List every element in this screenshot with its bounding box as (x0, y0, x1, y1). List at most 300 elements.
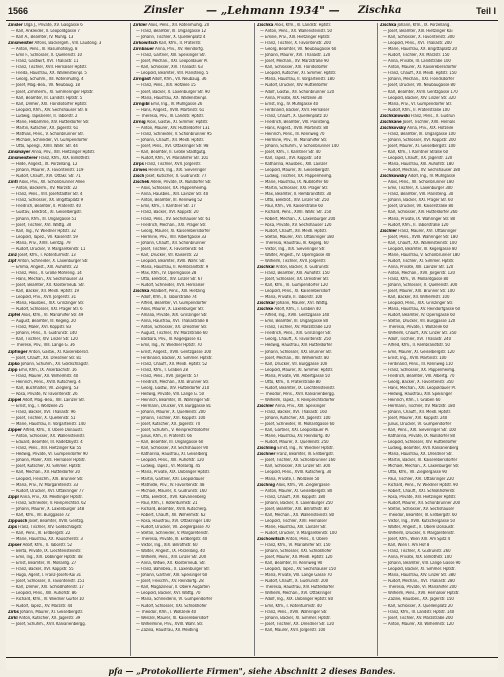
entry-details: — Maria, Private, VIII. Lange Gasse 70 (260, 573, 332, 579)
entry-details: — Katharina, Hausfrau, XI. Geiselberg (136, 452, 208, 458)
entry-details: Emil, Kfm., IX. Alserbachstr. 16 (17, 367, 77, 373)
entry-details: — Josef, Tischler, XX. Dresdner Str. 120 (260, 621, 334, 627)
entry-details: — Martin, Schlosser, XXI. Prager Str. (260, 186, 329, 192)
entry-details: — Ferdinand, Bäcker, XI. Simmer. Hptstr. (136, 355, 213, 361)
entry-details: — Karl, Mechan., XX. Wallensteinstr. 80 (260, 512, 335, 518)
entry-surname: Zischka (380, 23, 397, 28)
entry-details: — Wilhelm, Pens., XVII. Hernalser Hptstr. (383, 591, 460, 597)
entry-details: — Paul, Tischler, XVI. Ottakringer 220 (383, 476, 454, 482)
entry-details: — Josef, Zimmerm., XI. Simmeringer Hptstr. (11, 89, 94, 95)
entry-details: — Franz, Chauff., X. Quellenplatz 10 (260, 113, 328, 119)
entry-details: Alois, Priv., XII. Schönbrunner Allee (17, 180, 85, 186)
entry-details: — Josef, Bäcker, X. Laxenburger Str. 90 (136, 89, 210, 95)
entry-details: — Leopold, Maurer, XI. Geiselbergstr. (260, 168, 330, 174)
entry-details: — Rudolf, Tischler, XI. Simmer. Hptstr. (383, 258, 455, 264)
entry-details: — Franz, Beamter, XIII. Auhofstr. 150 (260, 270, 330, 276)
entry-details: — Katharina, Hausbes., XIII. Lainzer (260, 162, 328, 168)
entry-details: — Josef, Maurer, XI. Geiselbergstr. 100 (383, 143, 456, 149)
entry-details: — Karl, Schlosser, XV. Sechshauser 90 (136, 446, 209, 452)
entry-details: — Maria, Schneiderin, VI. Gumpendorfer (136, 597, 213, 603)
entry-details: Anna, Priv., XIII. Hietzinger Hptstr. (30, 149, 95, 155)
entry-details: — Franz, Tischler, X. Gudrunstr. 260 (383, 549, 451, 555)
entry-details: — Ernst, Ing., XVIII. Martinstr. 100 (383, 355, 447, 361)
entry-surname: Zirngast (133, 77, 151, 83)
entry-details: — Karl, Dreher, XXI. Floridsdorfer Hptstr. (11, 101, 88, 107)
entry-details: Olga J., Private, XV. Gasgasse 6 (22, 23, 83, 28)
entry-details: — Karl, Magazineur, II. Obere Augarten (136, 585, 210, 591)
entry-details: — Wilhelm, Chauff., XIV. Linzer Str. 350 (383, 331, 457, 337)
entry-details: — Richard, Beamter, XVIII. Kutscherg. (136, 506, 208, 512)
entry-details: — Robert, Chauff., XII. Wilhelmstr. 62 (136, 512, 206, 518)
entry-details: — Johann, Bäcker, X. Laxenburger 250 (260, 500, 333, 506)
entry-details: — Theresia, Private, I. Wollzeile 60 (383, 325, 448, 331)
entry-details: Alfred, Kfm., II. Obere Donaustr. (21, 428, 83, 434)
entry-details: — Hermine, Priv., VIII. Albertgasse 33 (136, 234, 207, 240)
entry-details: — Johann, Maurer, X. Favoritenstr. 119 (11, 168, 84, 174)
entry-details: — Wilhelm, Tapez., V. Reinprechtsdorfer (260, 397, 335, 403)
entry-details: — Josef, Schlosser, XX. Dresdner Str. (260, 276, 329, 282)
entry-details: — Leopold, Kfm., XIV. Sechshauser Str. 8 (11, 107, 88, 113)
entry-details: — Robert, Chauff., XXI. Schloßhoferstr. (383, 488, 456, 494)
entry-details: — Josef, Drucker, VII. Kaiserstraße 80 (383, 204, 454, 210)
entry-details: — Leopold, Pens., XIII. Auhofstr. 120 (136, 458, 204, 464)
header-last-name: Zischka (358, 5, 402, 16)
entry-details: — Franz, Gärtner, XIII. Speisinger Str. (136, 53, 206, 59)
entry-details: — Anton, Maurer, XI. Kaiserebersdorfer (383, 65, 457, 71)
entry-details: — Johann, Schlosser, X. Quellenstr. 300 (383, 283, 458, 289)
entry-details: — Hermann, Drucker, VII. Burggasse 81 (136, 403, 212, 409)
entry-details: — Leopold, Chauff., XX. Jägerstr. 120 (383, 156, 453, 162)
entry-details: — Rudolf, Kfm., II. Praterstraße 100 (383, 107, 450, 113)
entry-details: — Adolf, Gastw., XII. Schönbrunner 120 (260, 89, 335, 95)
entry-details: — Anton, Pens., III. Rasumofskyg. 8 (11, 47, 78, 53)
entry-details: — Rosa, Private, XIII. Hietzinger Hptstr. (383, 494, 457, 500)
entry-details: Alois, Gastw., XI. Simmer. Hptstr. (145, 119, 209, 125)
entry-details: — Karl, Kfm., VI. Gumpendorfer 120 (260, 283, 328, 289)
entry-details: — Josef, Maurer, XVI. Koppstr. 240 (383, 416, 448, 422)
entry-details: Franz, Tischler, XVII. Jörgerstr. (143, 162, 201, 168)
entry-details: — Leopold, Bäcker, XI. Simmer. Hptstr. (383, 567, 456, 573)
entry-details: — Alfred, Beamter, VI. Gumpendorfer (136, 301, 207, 307)
entry-details: — Marie, Hausfrau, XX. Brigittaplatz 20 (383, 47, 457, 53)
entry-details: — Josef, Kfm., Wien XXI. Am Spitz 4 (383, 536, 450, 542)
entry-details: — Leopold, Beamter, VIII. Piaristeng. 5 (136, 71, 209, 77)
column-3 (257, 23, 376, 656)
entry-details: — Josef, Maurer, XII. Meidl. Hptstr. 120 (260, 555, 333, 561)
entry-details: — Berta, Private, IX. Liechtensteinstr. (11, 549, 82, 555)
entry-details: — Hans, Mechan., XV. Sechshauser 33 (11, 276, 84, 282)
entry-details: — Rudolf, Beamter, IX. Liechtensteinstr. (260, 385, 335, 391)
entry-details: — Anton, Schlosser, XX. Wallensteinstr. (11, 434, 85, 440)
entry-details: — Max, Beamter, II. Rembrandtstr. 30 (260, 192, 332, 198)
entry-details: — Anna, Private, XIII. Lainzer Str. 120 (383, 264, 454, 270)
entry-details: Josef, Kfm., I. Rotenturmstr. 13 (16, 252, 76, 258)
entry-details: — Julius, Kfm., II. Praterstr. 66 (136, 434, 192, 440)
entry-details: — Ludwig, Tapez., VI. Mollardg. 45 (136, 464, 201, 470)
entry-details: — Maria, Hausfrau, II. Vorgartenstr. 180 (260, 77, 335, 83)
entry-details: — Franz, Bäcker, XVI. Koppstr. 55 (11, 567, 74, 573)
entry-details: — Rudolf, Drucker, XIV. Hütteldorfer (260, 83, 328, 89)
entry-surname: Zischner (257, 452, 276, 458)
entry-details: — Karl A., Beamter, IV. Mühlg. 13 (11, 35, 74, 41)
entry-details: — Karl, Tapez., XVI. Koppstr. 140 (260, 156, 321, 162)
entry-details: — Emil, Ing., IV. Wiedner Hptstr. 70 (136, 343, 202, 349)
entry-details: Alois, Kfm., III. Landstr. Hptstr. (273, 23, 332, 28)
entry-surname: Zischkar (257, 301, 276, 307)
entry-details: — Rudolf, Tapez., XV. Märzstr. 44 (11, 603, 73, 609)
entry-details: Anton, Gastw., XI. Kaiserebersd. (27, 349, 89, 355)
directory-page (6, 4, 498, 676)
entry-surname: Zischkane (380, 119, 402, 125)
entry-details: — Leopold, Pens., XIX. Grinzinger Str. (383, 301, 454, 307)
entry-details: — Rudolf, Tischler, XV. Märzstr. 150 (383, 53, 450, 59)
entry-surname: Zinz (8, 252, 17, 258)
directory-title: — „Lehmann 1934" — (206, 4, 340, 17)
entry-details: — Josef, Maurer, XXI. Brünner Str. 100 (383, 289, 455, 295)
entry-details: — Josef, Tischler, X. Quellenstr. 51 (11, 416, 76, 422)
entry-details: — Karl, Bäcker, XII. Wilhelmstr. 100 (383, 295, 450, 301)
entry-details: — Josef, Schuhm., XVII. Kalvarienbergg. (11, 621, 86, 627)
entry-details: — Josef, Mag.-Bea., VII. Neubaug. 18 (11, 83, 80, 89)
entry-details: — Anna, Private, XIX. Billrothstr. 100 (383, 555, 452, 561)
entry-details: — Johann, Maurer, X. Laxenburger 148 (11, 506, 85, 512)
page-number: 1566 (8, 6, 29, 16)
entry-details: — Josef, Tischler, XVI. Wattg. 30 (11, 222, 72, 228)
entry-surname: Zips (8, 524, 17, 530)
entry-details: — Karl, Beamter, III. Ungargasse 60 (136, 440, 204, 446)
entry-details: — Wilhelm, Drucker, V. Margaretenstr. (383, 530, 455, 536)
entry-surname: Zinsmeister (8, 41, 34, 47)
entry-details: — Maria, Private, II. Taborstr. 100 (260, 295, 323, 301)
entry-surname: Zischkalowski (380, 113, 410, 119)
column-1 (8, 23, 127, 656)
entry-surname: Zischnig (257, 482, 275, 488)
entry-details: Josef, Tischler, XVII. Hernals (401, 119, 456, 125)
entry-details: Alois, Kfm., VII. Zieglergasse (274, 482, 330, 488)
entry-details: — Rudolf, Beamter, IV. Operngasse 60 (383, 313, 455, 319)
entry-details: — Hermann, Tischler, XV. Märzstr. 180 (383, 403, 455, 409)
entry-surname: Zirwes (133, 168, 148, 174)
header-first-name: Zinsler (144, 5, 184, 16)
entry-surname: Zippl (8, 494, 19, 500)
entry-details: — Franz, Schlosser, XX. Pappenheimg. (383, 367, 456, 373)
entry-details: — Leopold, Beamter, XVIII. Währ. Str. (136, 258, 206, 264)
entry-details: — Friedrich, Pens., XIX. Grinzinger Str. (260, 331, 332, 337)
entry-details: — Leopold, Schlosser, XIV. Hütteldorfer (383, 440, 457, 446)
entry-details: — Amalia, Private, XIX. Grinzinger Str. (136, 313, 208, 319)
entry-details: — Rudolf, Schlosser, XXI. Schloßhofer (136, 603, 207, 609)
entry-details: — Marie, Hausfrau, IX. Nußdorfer 60 (260, 180, 329, 186)
entry-surname: Zischek (133, 180, 150, 186)
entry-details: — Georg, Beamter, VII. Neubaugasse 60 (260, 47, 337, 53)
entry-details: — Rudolf, Maurer, X. Quellenstr. 250 (260, 440, 329, 446)
entry-details: — Gustav, Elektrot., XI. Geiselbergstr. (11, 210, 82, 216)
directory-entry (133, 628, 252, 634)
entry-details: — Anton, Maurer, XII. Wilhelmstr. 120 (383, 621, 454, 627)
entry-details: — Josef, Kfm., I. Kärntner Str. 40 (260, 149, 321, 155)
entry-details: — Karl, Buchhalter, VII. Zieglerg. 53 (11, 385, 79, 391)
entry-details: — Franz, Maurer, XII. Wilhelmstr. 40 (11, 373, 79, 379)
entry-details: — Theresia, Priv., III. Landstr. Hptstr. (136, 113, 204, 119)
entry-surname: Zipser (8, 543, 22, 549)
entry-details: — Josef, Schneider, VI. Mollardgasse 60 (260, 422, 335, 428)
entry-details: — Ernst, Angest., XVIII. Gentzgasse 100 (136, 349, 212, 355)
entry-details: — Josef, Chauff., XX. Dresdner Str. 81 (11, 355, 82, 361)
entry-details: — Friedrich, Beamter, VIII. Albertg. 70 (383, 373, 455, 379)
entry-details: — Martin, Bäcker, XI. Kaiserebersdorfer (383, 458, 458, 464)
entry-details: — Johann, Kutscher, XX. Jägerstr. 100 (260, 416, 331, 422)
entry-details: — Theresia, Private, III. Erdbergstr. 40 (136, 536, 208, 542)
entry-details: — Leopold, Pens., XIII. Auhofstr. 86 (11, 591, 77, 597)
entry-details: — Marie, Hausfrau, II. Vorgartenstr. 140 (11, 422, 86, 428)
entry-surname: Zischke (257, 307, 274, 313)
entry-surname: Zipf (8, 258, 17, 264)
entry-details: — Stefan, Maurer, XVI. Ottakringer 180 (260, 234, 334, 240)
entry-details: — Emil, Beamter, III. Ungargasse 80 (260, 319, 329, 325)
entry-details: — Richard, Pens., XVIII. Währ. Str. 150 (260, 210, 332, 216)
entry-details: — Anton, Maurer, XI. Geiselbergstr. 80 (260, 488, 333, 494)
entry-details: — Maria, Hausfrau, XIV. Linzer Str. 380 (383, 573, 456, 579)
entry-details: — Franz, Tischler, X. Favoritenstr. 200 (260, 41, 331, 47)
entry-details: — Franz, Pens., XVII. Jörgerstr. 57 (136, 373, 199, 379)
entry-details: — Rosa, Private, XV. Sechshauser 120 (260, 222, 332, 228)
entry-details: — Franz, Kfm., VI. Mollardgasse 80 (383, 276, 449, 282)
entry-details: Adolf, Ing., IV. Mühlgasse (407, 174, 456, 180)
entry-details: — Emilie, Priv., XIII. Hietzinger Hptstr. (260, 35, 331, 41)
entry-details: — Maria, Hausfrau, XIII. Auhofstr. 180 (383, 162, 454, 168)
entry-details: — Anna, Witwe, XX. Klosterneub. Str. (136, 561, 206, 567)
entry-details: — Heinrich, Pens., III. Rennweg 70 (260, 131, 325, 137)
entry-details: — Josef, Kutscher, XI. Simmer. Hptstr. (11, 464, 82, 470)
entry-surname: Zischka (257, 23, 274, 28)
entry-details: — Otto, Elektrot., XVII. Kalvarienberg (136, 494, 206, 500)
entry-details: — Karl, Beamter, II. Große Stadtgutg. (136, 149, 207, 155)
entry-details: — Karl, Beamter, III. Rennweg 90 (260, 561, 323, 567)
entry-surname: Zirkler (133, 23, 148, 28)
entry-details: Anna, Priv., XIII. Speisinger (273, 403, 326, 409)
entry-details: — Johann, Schlosser, XXI. Brünner Str. (260, 349, 332, 355)
entry-details: — Heinrich, Kfm., I. Graben 60 (383, 397, 441, 403)
entry-details: Anton, Bäcker, X. Gudrunstr. (274, 264, 330, 270)
entry-details: — August, Tischler, XV. Märzstraße 60 (136, 331, 208, 337)
entry-details: — Paul, Kfm., VII. Kaiserstraße 60 (260, 204, 323, 210)
entry-details: — Marie, Hausfrau, XIII. Lainzer Str. (260, 524, 327, 530)
entry-details: — Max, Kfm., IV. Operngasse 28 (136, 270, 197, 276)
entry-details: — Karl, Bäcker, XII. Meidl. Hptstr. 19 (11, 289, 79, 295)
entry-details: — Ludwig, Tapezierer, II. Taborstr. 2 (11, 113, 78, 119)
entry-details: — Wilhelm, Pens., XIV. Linzer Str. 200 (136, 555, 207, 561)
entry-details: — Emil, Kfm., I. Rotenturmstr. 40 (260, 603, 322, 609)
directory-entry (257, 628, 376, 634)
column-2 (133, 23, 252, 656)
entry-details: Adolf, Kfm., VII. Neubaug. 36 (150, 77, 207, 83)
entry-surname: Zintl (8, 180, 18, 186)
entry-details: — Anna, Private, XIX. Hofzeile 30 (260, 95, 323, 101)
entry-details: Johann, Maurer, XI. Geiselbergstr. (18, 609, 83, 615)
entry-details: — Hedwig, Private, VIII. Lange G. 50 (136, 391, 205, 397)
entry-details: — Leopold, Pens., XVI. Thaliastr. 200 (383, 41, 452, 47)
entry-details: — Emma, Angest., XIII. Auhofstr. 22 (11, 264, 79, 270)
entry-details: Franz, Tischler, XIV. Goldschlagstr. (17, 524, 83, 530)
entry-surname: Zinsler (8, 23, 23, 28)
entry-details: — Josef, Beamter, XIX. Billrothstr. 80 (260, 506, 329, 512)
entry-surname: Zirbs (8, 609, 19, 615)
entry-details: — Karl, Kfm., VII. Burggasse 72 (11, 512, 70, 518)
entry-surname: Zirps (133, 162, 144, 168)
entry-details: — Karl, Schlosser, X. Favoritenstr. 300 (383, 35, 455, 41)
entry-details: — Julius, Drucker, VI. Gumpendorfer (383, 422, 452, 428)
entry-details: — Marie, Hebamme, XIV. Hütteldorfer Str. (11, 119, 90, 125)
entry-details: — Walter, Angest., IX. Porzellang. 40 (136, 549, 205, 555)
entry-details: — Ernst, Ing., IV. Mühlgasse 40 (260, 101, 319, 107)
entry-surname: Zippusch (8, 518, 28, 524)
entry-details: — Josef, Mechan., XII. Wilhelmstr. 80 (260, 355, 329, 361)
entry-details: Anton, Kutscher, XX. Jägerstr. 39 (17, 615, 81, 621)
entry-details: — Rosa, Hausfrau, XVI. Ottakringer 140 (136, 518, 211, 524)
entry-details: — Wenzel, Maurer, XI. Kaiserebersdorf (136, 615, 209, 621)
entry-details: — Otto, Elektrot., XIV. Linzer Str. 67 (136, 276, 203, 282)
entry-details: — Johann, Chauff., XII. Meidl. Hptstr. (383, 410, 451, 415)
entry-details: — Barbara, Priv., III. Kegelgasse 41 (136, 337, 202, 343)
entry-details: Franz, Beamter, III. Erdbergstr. (275, 452, 334, 458)
entry-details: — Karl, Beamter, III. Landstr. Hptstr. 5 (11, 95, 83, 101)
entry-details: — Friedrich, Beamter, II. Praterstr. 40 (11, 204, 81, 210)
entry-details: — Karl, Mechan., XV. Hütteldorfer 20 (11, 470, 80, 476)
entry-details: — Anna, Hausbes., XIII. Lainzer Str. 40 (136, 192, 209, 198)
entry-details: — Johann, Bäcker, XXI. Prager Str. 60 (383, 198, 453, 204)
entry-details: — Adolf, Ing., XIX. Döblinger Hptstr. 80 (260, 597, 334, 603)
entry-details: — Ludwig, Tischler, XX. Pappenheimg. (260, 174, 333, 180)
entry-details: — Franz, Pens., XVIII. Währinger Str. (260, 609, 328, 615)
entry-details: — Alois, Schlosser, XX. Pappenheimg. (136, 186, 208, 192)
entry-details: — Franz, Kfm., I. Graben 28 (136, 367, 188, 373)
entry-details: — Hermine, Priv., VI. Mariahilfer Str. (260, 137, 328, 143)
entry-details: — Karl, Schlosser, X. Quellenplatz 20 (383, 603, 453, 609)
entry-details: — Hedwig, Hausfrau, XIII. Speisinger (383, 391, 452, 397)
entry-details: — Maria, Priv., IV. Margaretenstr. 33 (11, 482, 79, 488)
entry-details: — Rudolf, Mechan., XVI. Thaliastr. 280 (383, 579, 455, 585)
entry-details: — Josef, Fleischh., XV. Reindorfg. 28 (136, 579, 204, 585)
entry-details: — Karl, Gärtner, XXI. Leopoldauer Pl. (260, 428, 330, 434)
column-divider (130, 23, 131, 656)
entry-surname: Zirnig (133, 119, 146, 125)
entry-details: — Wilhelm, Tischler, XVII. Jörgerstr. (260, 258, 327, 264)
entry-surname: Zipko (8, 361, 20, 367)
entry-details: — Georg, Bäcker, X. Favoritenstr. 350 (383, 379, 454, 385)
entry-details: — Leopold, Pens., XI. Kaiserebersdorf (260, 289, 331, 295)
entry-details: — Hans, Mechan., XXI. Leopoldauer Pl. (383, 385, 456, 391)
entry-details: — Franz, Schneider, V. Reinprechtsd. 62 (11, 500, 86, 506)
entry-details: — Karl, Schlosser, XIV. Linzer Str. 300 (260, 464, 331, 470)
entry-surname: Zischkovsky (380, 125, 406, 131)
entry-details: — Johann, Mechan., XXI. Floridsdorfer (383, 77, 455, 83)
entry-details: — Anton, Maurer, XIV. Hütteldorfer 131 (136, 125, 210, 131)
entry-details: — Theodor, Pens., XVII. Kalvarienbergg. (260, 391, 335, 397)
entry-details: — Paul, Kfm., I. Rotenturmstr. 21 (136, 500, 198, 506)
entry-details: — Franz, Gastwirt, XVI. Thaliastr. 11 (11, 59, 79, 65)
entry-details: — Leopold, Maurer, XI. Simmer. Hptstr. (260, 367, 334, 373)
entry-details: — Emil, Maurer, XI. Geiselbergstr. 120 (383, 349, 455, 355)
entry-details: — Karl, Schlosser, XVI. Thaliastr. 63 (136, 65, 203, 71)
entry-details: — Franz, Pens., XV. Sechshauser Str. 61 (136, 216, 211, 222)
entry-details: — Wilhelmine, Priv., XVIII. Währ. Str. (136, 621, 204, 627)
entry-details: — Franz, Kfm., III. Landstr. Hptstr. 140 (383, 609, 455, 615)
entry-details: — Michael, Schneider, VI. Gumpendorfer (11, 137, 88, 143)
entry-details: — Franz, Bäcker, XVI. Thaliastr. 160 (260, 410, 327, 415)
entry-details: — Rudolf, Schlosser, XXI. Prager Str. 6 (11, 307, 83, 313)
entry-details: — Anton, Schlosser, XX. Dresdner Str. (136, 325, 208, 331)
entry-surname: Zischkowsky (380, 174, 407, 180)
entry-details: — Theodor, Beamter, III. Erdbergstr. 60 (383, 512, 457, 518)
entry-surname: Zischling (257, 446, 277, 452)
entry-details: — Rudolf, Schneider, XVII. Hernalser (136, 283, 205, 289)
entry-details: Anton, Pens., II. Obere (284, 536, 328, 542)
entry-details: — Ferdinand, Bäcker, XVII. Hernalser (260, 107, 330, 113)
volume-part: Teil I (476, 6, 496, 16)
entry-details: — Heinrich, Beamter, IX. Währinger Str. (136, 397, 211, 403)
page-header (6, 4, 498, 21)
entry-details: — Richard, Kfm., IV. Wiedner Gürtel 10 (11, 597, 84, 603)
entry-details: — Viktor, Ing., XIX. Sieveringer Str. (260, 246, 326, 252)
entry-details: — Hugo, Agent, I. Franz-Josefs-Kai 31 (11, 573, 82, 579)
entry-details: Alois, Kfm., VI. Mariahilfer Str. 49 (20, 313, 84, 319)
entry-details: — Georg, Chauff., X. Favoritenstr. 250 (260, 337, 331, 343)
entry-details: — Frieda, Hausfrau, XX. Wallensteinpl. 5 (11, 71, 87, 77)
entry-details: — Josef, Mechan., XV. Märzstraße 90 (260, 59, 329, 65)
entry-details: — Ferdinand, Pens., III. Rennweg 110 (383, 361, 453, 367)
entry-surname: Zirnbauer (133, 47, 154, 53)
entry-details: — Rudolf, Maurer, XII. Schönbrunner 200 (383, 500, 461, 506)
entry-surname: Zirkl (8, 615, 18, 621)
entry-details: — Franz, Chauff., XVI. Koppstr. 180 (260, 494, 326, 500)
entry-details: — Karl, Wien I. Am Hof 8 (383, 543, 430, 549)
entry-surname: Zipper (8, 428, 22, 434)
entry-details: Johann, Maurer, XVI. Wattg. (275, 301, 329, 307)
entry-surname: Zischler (380, 228, 397, 234)
entry-details: — Theresia, Hausfrau, III. Kegelg. 60 (260, 240, 329, 246)
entry-details: — Johann, Schlosser, XXI. Schloßhofer (260, 549, 332, 555)
entry-surname: Zischowitsch (257, 536, 285, 542)
entry-details: — Georg, Gastw., XIV. Hütteldorfer 210 (136, 385, 210, 391)
entry-details: — Theresia, Private, VI. Mariahilfer 200 (383, 585, 457, 591)
entry-details: — Zäzilia, Hausfrau, XII. Meidling (136, 627, 199, 633)
entry-details: — Franz, Schneider, V. Schönbrunner 95 (136, 131, 212, 137)
entry-details: — Marie, Hausfrau, XV. Reindorfg. 40 (260, 434, 330, 440)
entry-details: — Michael, Mechan., X. Laxenburger Str. (383, 464, 460, 470)
entry-details: — Johann, Chauff., XII. Schönbrunner (136, 240, 206, 246)
entry-details: — Franz, Chauff., XII. Meidl. Hptstr. 52 (136, 361, 208, 367)
entry-details: — Karl, Drucker, VII. Burggasse 100 (260, 361, 328, 367)
entry-details: — Josef, Pens., XVI. Ottakringer Str. 98 (136, 143, 209, 149)
entry-details: — Rudolf, Kfm., II. Taborstraße 120 (383, 222, 449, 228)
entry-surname: Zirngibl (133, 101, 150, 107)
entry-details: — Ludwig, Beamter, XVII. Kalvarienberg (383, 446, 459, 452)
entry-details: — Stefan, Drucker, VII. Burggasse 120 (383, 319, 456, 325)
entry-details: — Friedrich, Mechan., XXI. Brünner Str. (136, 379, 210, 385)
entry-details: — Karl, Drucker, VII. Kaiserstr. 22 (136, 252, 199, 258)
entry-details: — Josef, Beamter, XIII. Hietzinger Kai (383, 29, 453, 35)
entry-details: — Franz, Beamter, VIII. Piaristeng. 30 (383, 192, 454, 198)
entry-details: Johann, Schuhm., XV. Goldschlagstr. (19, 361, 89, 367)
entry-details: — Hedwig, Hausfrau, XIV. Hütteldorfer (260, 343, 333, 349)
entry-details: — Mathias, Pens., V. Schönbrunner Str. (11, 131, 84, 137)
entry-details: — Johann, Chauff., XII. Meidl. Hptstr. (136, 137, 204, 143)
entry-details: — Johann, Maurer, X. Quellenstr. 200 (136, 410, 206, 415)
entry-details: — Karl, Ing., IV. Wiedner Hptstr. 32 (11, 228, 76, 234)
entry-details: — Karl, Dreher, XXI. Schloßhoferstr. 17 (11, 585, 84, 591)
entry-details: — Karl, Chauff., XX. Wallensteinstr. 100 (383, 240, 457, 246)
entry-details: — Leopold, Bäcker, XIV. Linzer Str. 320 (383, 95, 456, 101)
